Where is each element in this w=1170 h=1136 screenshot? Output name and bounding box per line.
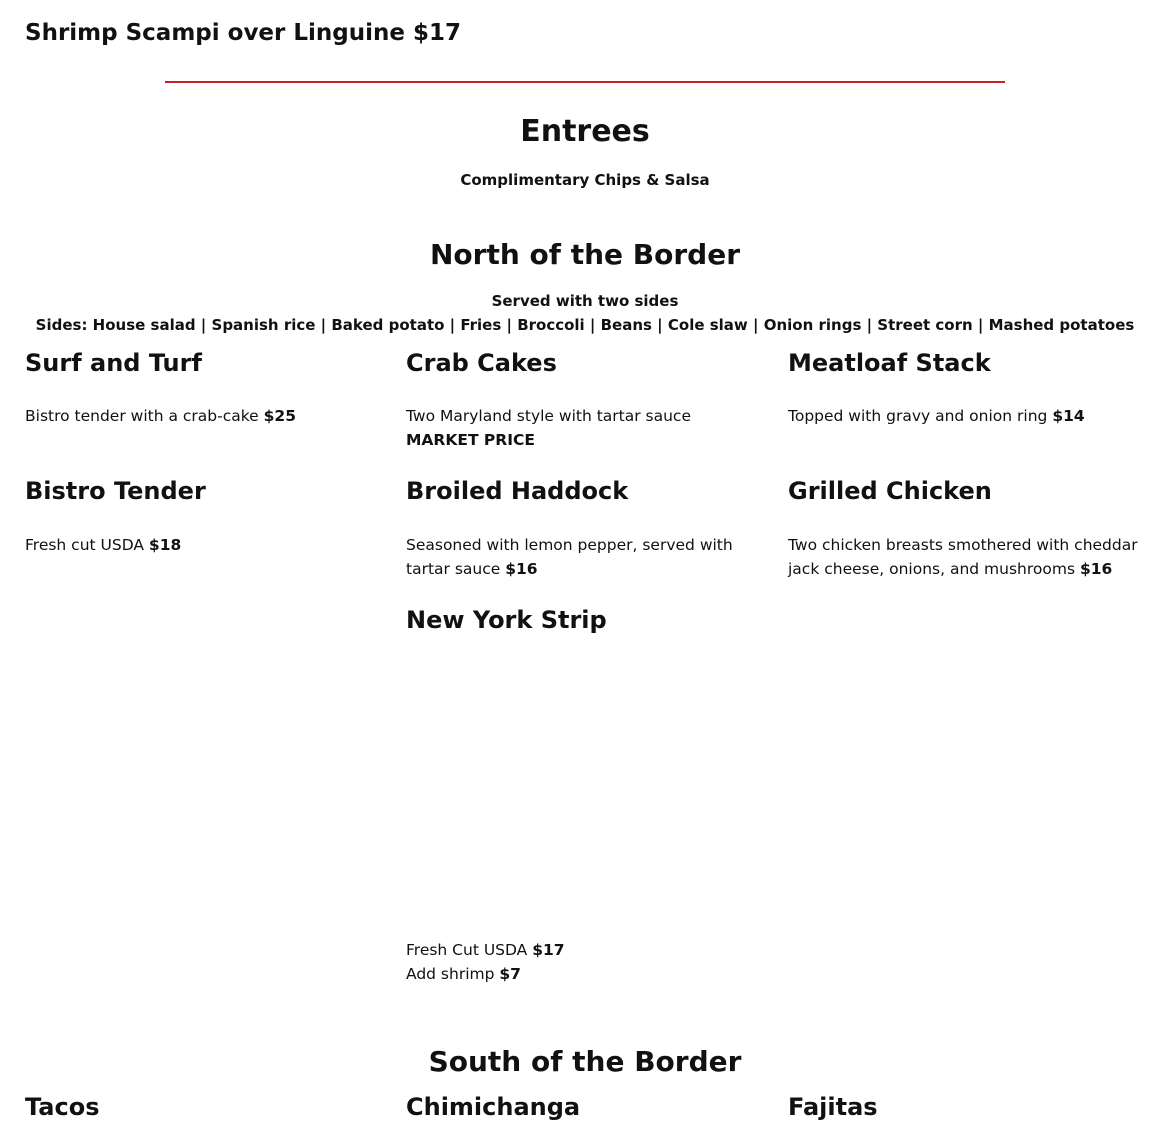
item-price: $17 [413, 20, 462, 46]
item-desc-meatloaf-stack: Topped with gravy and onion ring $14 [788, 407, 1085, 425]
addon-price: $7 [499, 965, 521, 983]
item-title-bistro-tender: Bistro Tender [25, 477, 206, 505]
item-title-new-york-strip: New York Strip [406, 606, 607, 634]
item-desc-grilled-chicken: Two chicken breasts smothered with cheddar jack cheese, onions, and mushrooms $16 [788, 536, 1138, 578]
item-title-meatloaf-stack: Meatloaf Stack [788, 349, 991, 377]
item-desc-surf-and-turf: Bistro tender with a crab-cake $25 [25, 407, 296, 425]
item-addon: Add shrimp $7 [406, 965, 521, 983]
item-title-grilled-chicken: Grilled Chicken [788, 477, 992, 505]
item-title-fajitas: Fajitas [788, 1093, 878, 1121]
item-price: $16 [505, 560, 538, 578]
item-desc-crab-cakes: Two Maryland style with tartar sauce MARKET PRICE [406, 407, 691, 449]
item-title-crab-cakes: Crab Cakes [406, 349, 557, 377]
item-name: Shrimp Scampi over Linguine [25, 20, 405, 46]
item-title-surf-and-turf: Surf and Turf [25, 349, 202, 377]
item-desc-new-york-strip: Fresh Cut USDA $17 Add shrimp $7 [406, 938, 756, 986]
item-price: $14 [1052, 407, 1085, 425]
item-title-tacos: Tacos [25, 1093, 100, 1121]
item-price: $18 [148, 536, 182, 554]
south-of-the-border-heading: South of the Border [428, 1045, 742, 1078]
item-price: MARKET PRICE [406, 431, 535, 449]
north-of-the-border-heading: North of the Border [430, 238, 740, 271]
item-price: $17 [532, 941, 565, 959]
entrees-heading: Entrees [520, 114, 650, 149]
item-price: $25 [263, 407, 296, 425]
complimentary-note: Complimentary Chips & Salsa [460, 171, 710, 189]
menu-item-shrimp-scampi [25, 20, 461, 46]
served-with-note: Served with two sides [491, 292, 679, 310]
section-divider [165, 81, 1005, 83]
item-title-chimichanga: Chimichanga [406, 1093, 581, 1121]
sides-list: Sides: House salad | Spanish rice | Baked potato | Fries | Broccoli | Beans | Cole slaw | Onion rings | Street corn | Mashed potatoes [35, 316, 1135, 334]
item-price: $16 [1079, 560, 1113, 578]
item-desc-broiled-haddock: Seasoned with lemon pepper, served with tartar sauce $16 [406, 536, 733, 578]
item-desc-bistro-tender: Fresh cut USDA $18 [25, 536, 182, 554]
item-title-broiled-haddock: Broiled Haddock [406, 477, 629, 505]
